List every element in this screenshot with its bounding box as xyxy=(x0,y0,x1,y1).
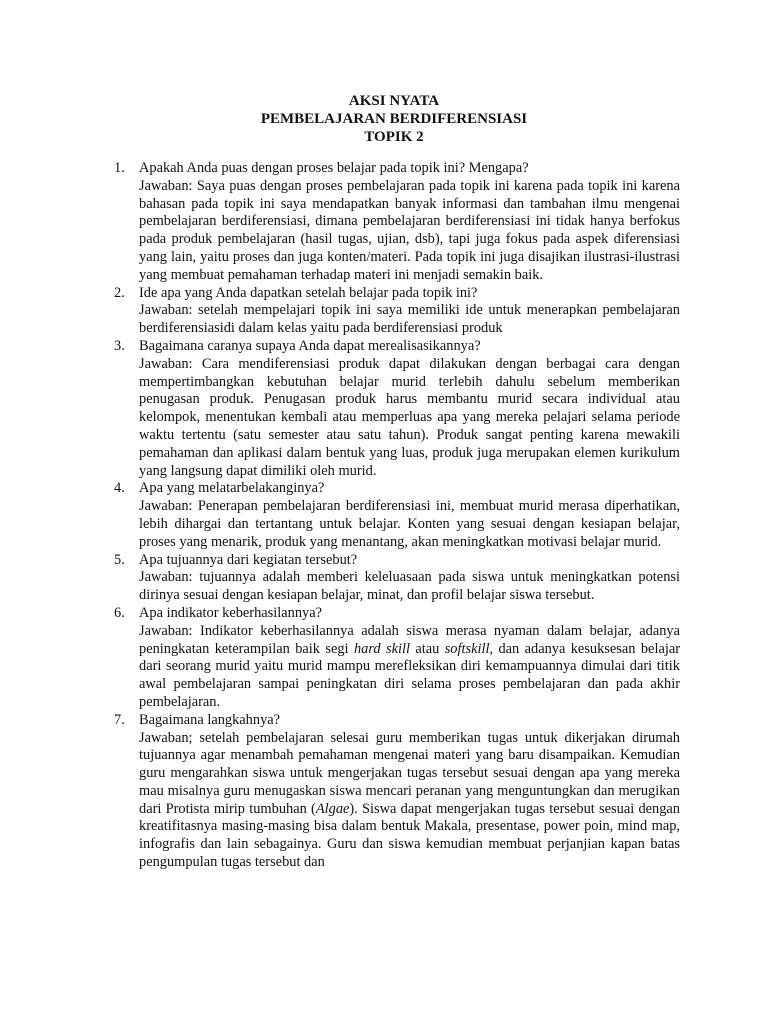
question-text: Apa tujuannya dari kegiatan tersebut? xyxy=(139,551,358,568)
document-header xyxy=(108,92,680,146)
list-item xyxy=(108,480,680,551)
answer-text: Jawaban: tujuannya adalah memberi keleluasaan pada siswa untuk meningkatkan potensi dirinya sesuai dengan kesiapan belajar, minat, dan profil belajar siswa tersebut. xyxy=(139,569,680,604)
list-item xyxy=(108,338,680,480)
answer-text: Jawaban: Penerapan pembelajaran berdiferensiasi ini, membuat murid merasa diperhatikan, lebih dihargai dan tertantang untuk belajar. Konten yang sesuai dengan kesiapan belajar, proses yang menarik, produk yang menantang, akan meningkatkan motivasi belajar murid. xyxy=(139,498,680,550)
answer-segment: atau xyxy=(409,640,445,657)
list-item xyxy=(108,712,680,872)
answer-segment: ). Siswa dapat mengerjakan tugas tersebut sesuai dengan kreatifitasnya masing-masing bisa dalam bentuk Makala, presentase, power poin, mind map, infografis dan lain sebagainya. Guru dan siswa kemudian membuat perjanjian kapan batas pengumpulan tugas tersebut dan xyxy=(139,800,681,871)
answer-text: Jawaban: Saya puas dengan proses pembelajaran pada topik ini karena pada topik ini karena bahasan pada topik ini saya mendapatkan banyak informasi dan tambahan ilmu mengenai pembelajaran berdiferensiasi, dimana pembelajaran berdiferensiasi ini tidak hanya berfokus pada produk pembelajaran (hasil tugas, ujian, dsb), tapi juga fokus pada aspek diferensiasi yang lain, yaitu proses dan juga konten/materi. Pada topik ini juga disajikan ilustrasi-ilustrasi yang membuat pemahaman terhadap materi ini menjadi semakin baik. xyxy=(139,177,680,283)
item-number: 7. xyxy=(114,711,125,728)
item-number: 2. xyxy=(114,284,125,301)
answer-italic-term: softskill xyxy=(444,640,490,657)
item-number: 4. xyxy=(114,480,125,497)
answer-segment: Jawaban; setelah pembelajaran selesai guru memberikan tugas untuk dikerjakan dirumah tujuannya agar menambah pemahaman mengenai materi yang baru disampaikan. Kemudian guru mengarahkan siswa untuk mengerjakan tugas tersebut sesuai dengan apa yang mereka mau misalnya guru menugaskan siswa mencari peranan yang menguntungkan dan merugikan dari Protista mirip tumbuhan ( xyxy=(139,729,680,817)
answer-text: Jawaban: setelah mempelajari topik ini saya memiliki ide untuk menerapkan pembelajaran berdiferensiasidi dalam kelas yaitu pada berdiferensiasi produk xyxy=(139,302,680,337)
list-item xyxy=(108,605,680,712)
item-number: 6. xyxy=(114,604,125,621)
header-subtitle: PEMBELAJARAN BERDIFERENSIASI xyxy=(260,111,528,127)
answer-italic-term: hard skill xyxy=(353,640,410,657)
answer-segment: Jawaban: Indikator keberhasilannya adalah siswa merasa nyaman dalam belajar, adanya peningkatan keterampilan baik segi xyxy=(139,622,680,657)
question-text: Apakah Anda puas dengan proses belajar pada topik ini? Mengapa? xyxy=(139,160,529,176)
answer-text: Jawaban: Cara mendiferensiasi produk dapat dilakukan dengan berbagai cara dengan mempertimbangkan kebutuhan belajar murid terlebih dahulu sebelum memberikan penugasan produk. Penugasan produk harus membantu murid secara individual atau kelompok, menentukan kembali atau memperluas apa yang mereka pelajari selama periode waktu tertentu (satu semester atau satu tahun). Produk sangat penting karena mewakili pemahaman dan aplikasi dalam bentuk yang luas, produk juga merupakan elemen kurikulum yang langsung dapat dimiliki oleh murid. xyxy=(139,355,680,479)
question-text: Apa indikator keberhasilannya? xyxy=(139,604,323,621)
question-text: Apa yang melatarbelakanginya? xyxy=(139,480,325,497)
item-number: 3. xyxy=(114,337,125,354)
list-item xyxy=(108,285,680,338)
list-item xyxy=(108,552,680,605)
question-list xyxy=(108,160,680,872)
answer-segment: , dan adanya kesuksesan belajar dari seorang murid yaitu murid mampu merefleksikan diri kemampuannya dimulai dari titik awal pembelajaran sampai peningkatan diri selama proses pembelajaran dan pada akhir pembelajaran. xyxy=(139,640,681,710)
answer-text xyxy=(139,730,680,872)
list-item xyxy=(108,160,680,285)
answer-italic-term: Algae xyxy=(315,800,350,817)
question-text: Bagaimana langkahnya? xyxy=(139,711,281,728)
answer-text xyxy=(139,623,680,712)
question-text: Bagaimana caranya supaya Anda dapat merealisasikannya? xyxy=(139,337,481,354)
header-title: AKSI NYATA xyxy=(348,93,440,109)
item-number: 1. xyxy=(114,160,125,176)
header-topic: TOPIK 2 xyxy=(364,129,424,145)
item-number: 5. xyxy=(114,551,125,568)
question-text: Ide apa yang Anda dapatkan setelah belajar pada topik ini? xyxy=(139,284,478,301)
